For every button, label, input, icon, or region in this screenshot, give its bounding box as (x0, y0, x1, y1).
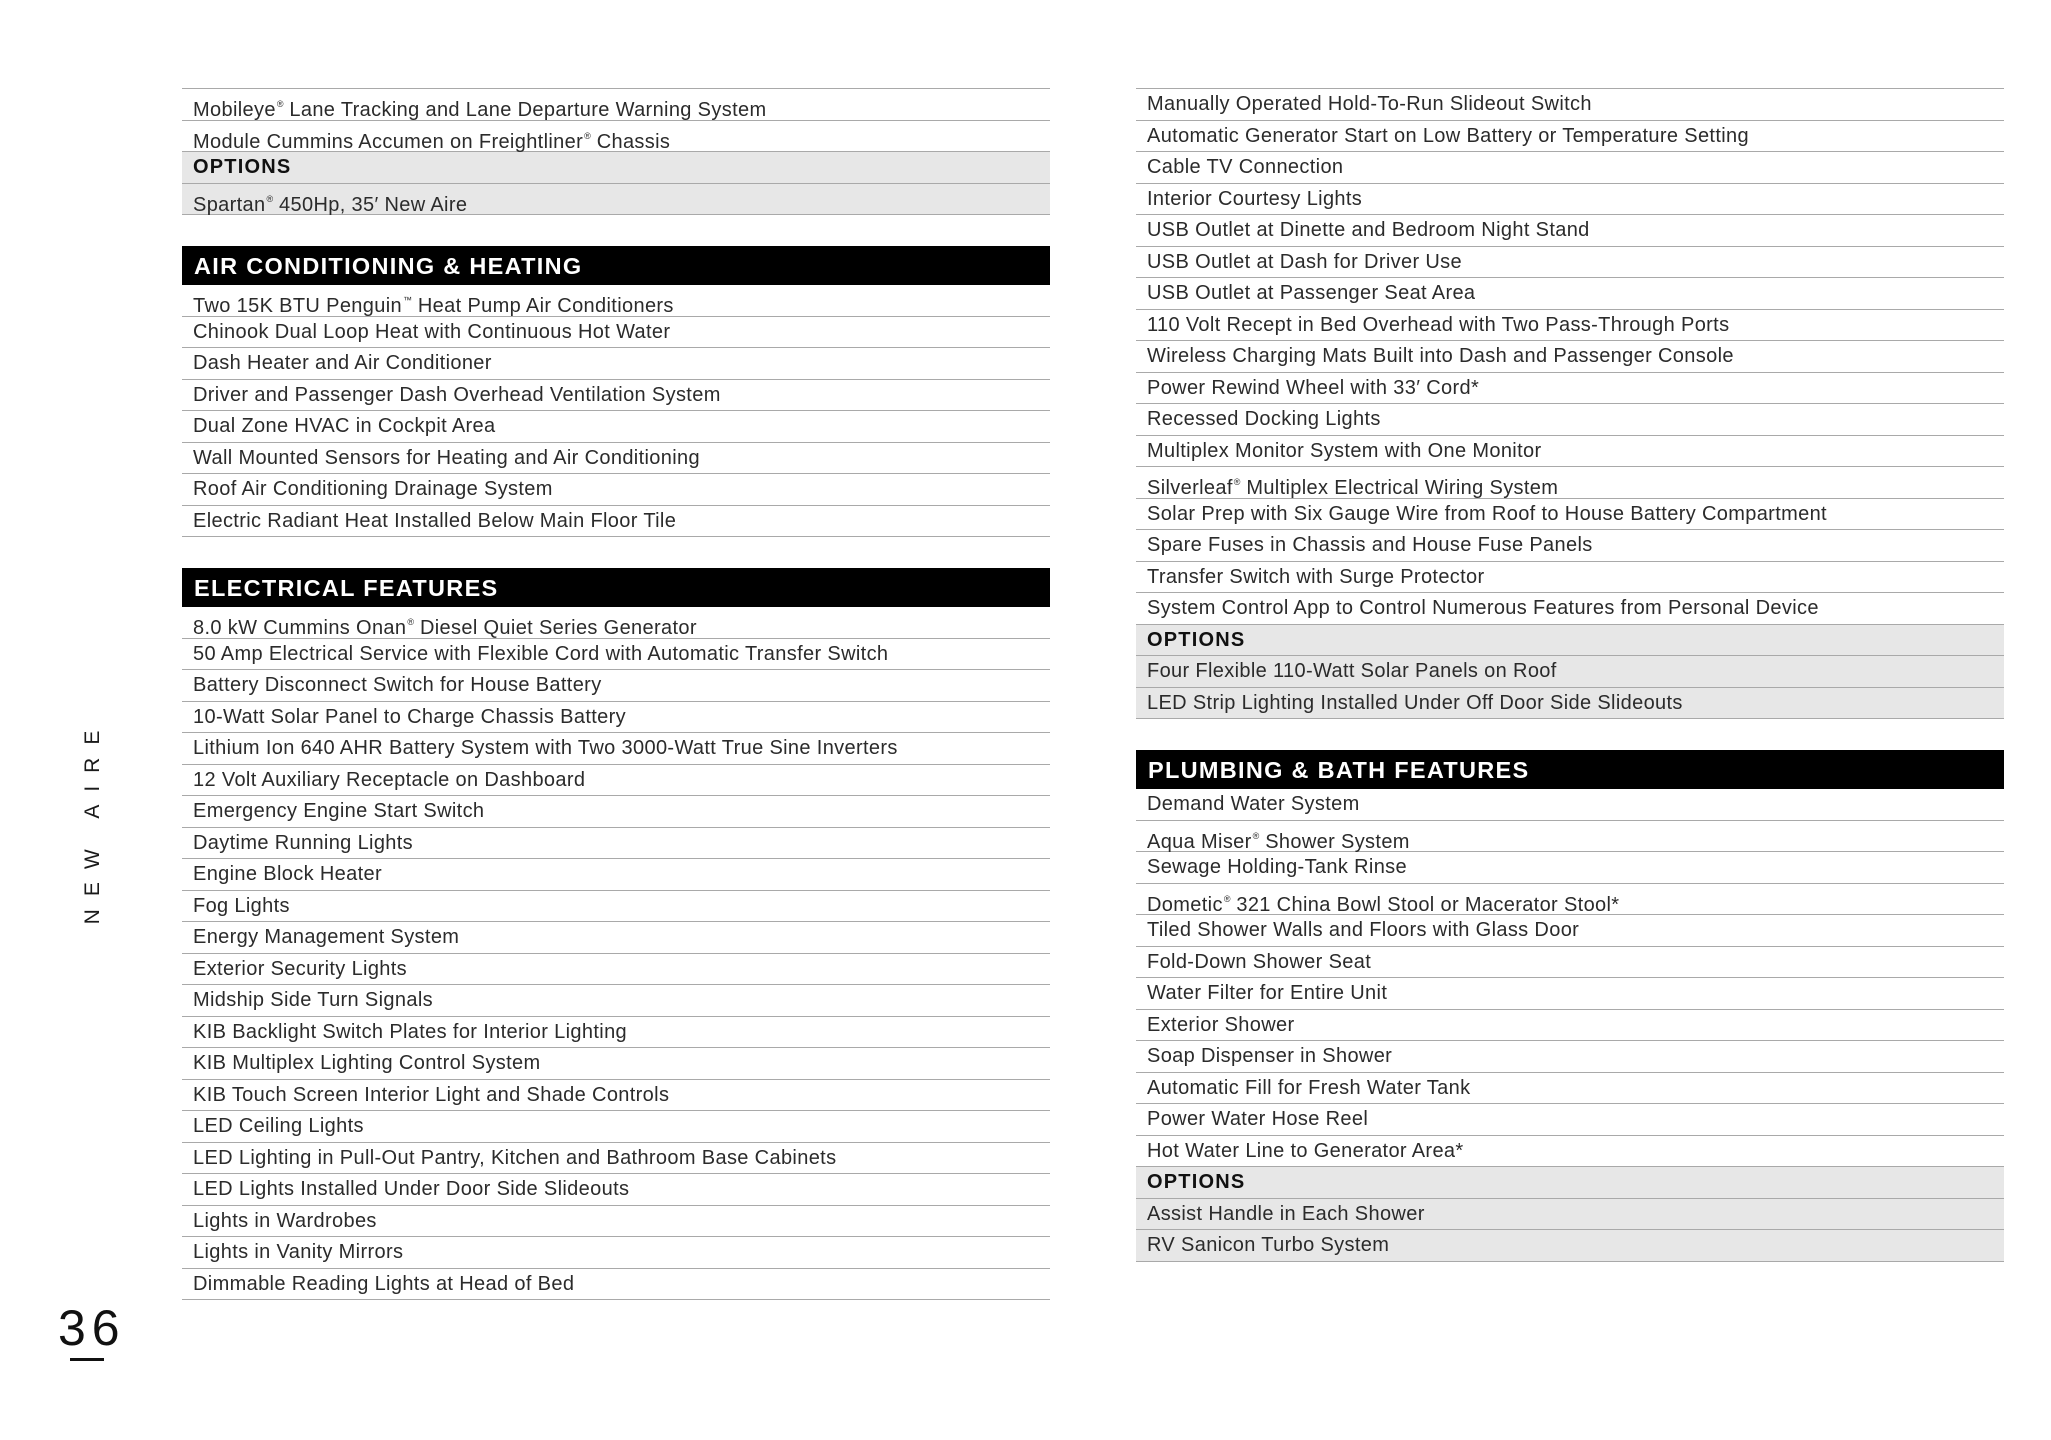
plumbing-options-list (1136, 1199, 2004, 1262)
list-item: Hot Water Line to Generator Area* (1136, 1136, 2004, 1168)
list-item: Fog Lights (182, 891, 1050, 923)
electrical-continued-list (1136, 88, 2004, 625)
list-item: Tiled Shower Walls and Floors with Glass Door (1136, 915, 2004, 947)
list-item: Water Filter for Entire Unit (1136, 978, 2004, 1010)
list-item: Daytime Running Lights (182, 828, 1050, 860)
list-item: Power Water Hose Reel (1136, 1104, 2004, 1136)
list-item: Lights in Wardrobes (182, 1206, 1050, 1238)
options-label: OPTIONS (1136, 1167, 2004, 1199)
list-item: Battery Disconnect Switch for House Battery (182, 670, 1050, 702)
list-item: Multiplex Monitor System with One Monitor (1136, 436, 2004, 468)
list-item: Soap Dispenser in Shower (1136, 1041, 2004, 1073)
list-item: 110 Volt Recept in Bed Overhead with Two Pass-Through Ports (1136, 310, 2004, 342)
list-item: Automatic Generator Start on Low Battery or Temperature Setting (1136, 121, 2004, 153)
left-column (182, 88, 1050, 1300)
list-item: LED Lights Installed Under Door Side Slideouts (182, 1174, 1050, 1206)
electrical-options-list (1136, 656, 2004, 719)
page-number: 36 (58, 1300, 126, 1356)
list-item: LED Strip Lighting Installed Under Off Door Side Slideouts (1136, 688, 2004, 720)
list-item: Wall Mounted Sensors for Heating and Air Conditioning (182, 443, 1050, 475)
list-item: Four Flexible 110-Watt Solar Panels on Roof (1136, 656, 2004, 688)
section-heading: PLUMBING & BATH FEATURES (1136, 750, 2004, 789)
list-item: LED Ceiling Lights (182, 1111, 1050, 1143)
list-item: Spare Fuses in Chassis and House Fuse Panels (1136, 530, 2004, 562)
ac-heating-list (182, 285, 1050, 537)
list-item: Sewage Holding-Tank Rinse (1136, 852, 2004, 884)
list-item: Cable TV Connection (1136, 152, 2004, 184)
list-item: Engine Block Heater (182, 859, 1050, 891)
list-item: 10-Watt Solar Panel to Charge Chassis Battery (182, 702, 1050, 734)
list-item: Dual Zone HVAC in Cockpit Area (182, 411, 1050, 443)
list-item: USB Outlet at Dash for Driver Use (1136, 247, 2004, 279)
list-item: Power Rewind Wheel with 33′ Cord* (1136, 373, 2004, 405)
page-number-underline (70, 1358, 104, 1361)
list-item: 8.0 kW Cummins Onan® Diesel Quiet Series Generator (182, 607, 1050, 639)
plumbing-options (1136, 1167, 2004, 1262)
list-item: Dimmable Reading Lights at Head of Bed (182, 1269, 1050, 1301)
list-item: Emergency Engine Start Switch (182, 796, 1050, 828)
list-item: Lights in Vanity Mirrors (182, 1237, 1050, 1269)
list-item: Dash Heater and Air Conditioner (182, 348, 1050, 380)
list-item: Exterior Shower (1136, 1010, 2004, 1042)
list-item: Lithium Ion 640 AHR Battery System with Two 3000-Watt True Sine Inverters (182, 733, 1050, 765)
list-item: Dometic® 321 China Bowl Stool or Macerator Stool* (1136, 884, 2004, 916)
list-item: Energy Management System (182, 922, 1050, 954)
list-item: Electric Radiant Heat Installed Below Main Floor Tile (182, 506, 1050, 538)
plumbing-section (1136, 750, 2004, 1262)
list-item: 12 Volt Auxiliary Receptacle on Dashboard (182, 765, 1050, 797)
list-item: Recessed Docking Lights (1136, 404, 2004, 436)
list-item: Transfer Switch with Surge Protector (1136, 562, 2004, 594)
list-item: LED Lighting in Pull-Out Pantry, Kitchen and Bathroom Base Cabinets (182, 1143, 1050, 1175)
plumbing-list (1136, 789, 2004, 1167)
section-heading: AIR CONDITIONING & HEATING (182, 246, 1050, 285)
list-item: Driver and Passenger Dash Overhead Ventilation System (182, 380, 1050, 412)
list-item: Silverleaf® Multiplex Electrical Wiring System (1136, 467, 2004, 499)
list-item: 50 Amp Electrical Service with Flexible Cord with Automatic Transfer Switch (182, 639, 1050, 671)
list-item: Fold-Down Shower Seat (1136, 947, 2004, 979)
right-column (1136, 88, 2004, 1262)
list-item: KIB Touch Screen Interior Light and Shade Controls (182, 1080, 1050, 1112)
list-item: Module Cummins Accumen on Freightliner® Chassis (182, 121, 1050, 153)
list-item: KIB Multiplex Lighting Control System (182, 1048, 1050, 1080)
list-item: Midship Side Turn Signals (182, 985, 1050, 1017)
list-item: Aqua Miser® Shower System (1136, 821, 2004, 853)
list-item: Exterior Security Lights (182, 954, 1050, 986)
list-item: RV Sanicon Turbo System (1136, 1230, 2004, 1262)
list-item: Two 15K BTU Penguin™ Heat Pump Air Conditioners (182, 285, 1050, 317)
list-item: Chinook Dual Loop Heat with Continuous Hot Water (182, 317, 1050, 349)
side-brand-label: NEW AIRE (81, 717, 104, 925)
options-label: OPTIONS (182, 152, 1050, 184)
list-item: Roof Air Conditioning Drainage System (182, 474, 1050, 506)
list-item: Interior Courtesy Lights (1136, 184, 2004, 216)
list-item: Mobileye® Lane Tracking and Lane Departure Warning System (182, 88, 1050, 121)
list-item: System Control App to Control Numerous Features from Personal Device (1136, 593, 2004, 625)
list-item: Solar Prep with Six Gauge Wire from Roof to House Battery Compartment (1136, 499, 2004, 531)
electrical-list (182, 607, 1050, 1300)
list-item: Manually Operated Hold-To-Run Slideout Switch (1136, 88, 2004, 121)
list-item: Automatic Fill for Fresh Water Tank (1136, 1073, 2004, 1105)
section-heading: ELECTRICAL FEATURES (182, 568, 1050, 607)
electrical-options (1136, 625, 2004, 720)
list-item: Demand Water System (1136, 789, 2004, 821)
chassis-options-list (182, 184, 1050, 216)
electrical-continued-block (1136, 88, 2004, 719)
list-item: KIB Backlight Switch Plates for Interior Lighting (182, 1017, 1050, 1049)
list-item: USB Outlet at Dinette and Bedroom Night Stand (1136, 215, 2004, 247)
ac-heating-section (182, 246, 1050, 537)
list-item: Wireless Charging Mats Built into Dash and Passenger Console (1136, 341, 2004, 373)
list-item: Assist Handle in Each Shower (1136, 1199, 2004, 1231)
list-item: Spartan® 450Hp, 35′ New Aire (182, 184, 1050, 216)
list-item: USB Outlet at Passenger Seat Area (1136, 278, 2004, 310)
electrical-section (182, 568, 1050, 1300)
options-label: OPTIONS (1136, 625, 2004, 657)
chassis-features-block (182, 88, 1050, 215)
chassis-options (182, 152, 1050, 215)
chassis-feature-list (182, 88, 1050, 152)
